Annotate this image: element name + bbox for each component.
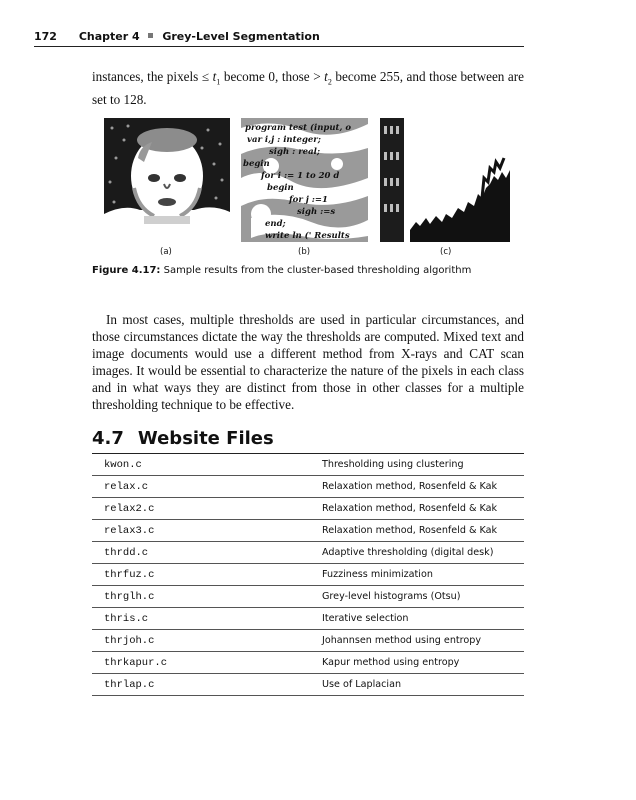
file-name: thris.c (92, 608, 322, 630)
leq-symbol: ≤ (201, 69, 210, 84)
file-description: Grey-level histograms (Otsu) (322, 586, 524, 608)
table-row (92, 564, 524, 586)
intro-text-after: become 255, and those between are set to 128. (92, 69, 525, 107)
t1-subscript: 1 (216, 77, 221, 87)
website-files-table (92, 453, 524, 696)
t2-subscript: 2 (327, 77, 332, 87)
table-row (92, 454, 524, 476)
table-row (92, 674, 524, 696)
file-description: Adaptive thresholding (digital desk) (322, 542, 524, 564)
handwriting-line-4: begin (243, 159, 270, 169)
file-description: Fuzziness minimization (322, 564, 524, 586)
file-description: Iterative selection (322, 608, 524, 630)
intro-text-mid: become 0, those > (220, 69, 325, 84)
subfigure-label-c: (c) (440, 247, 452, 257)
file-name: thrfuz.c (92, 564, 322, 586)
handwriting-line-2: var i,j : integer; (247, 135, 321, 145)
figure-panel-c-image (380, 118, 510, 242)
file-name: relax2.c (92, 498, 322, 520)
figure-panel-b-image (241, 118, 368, 242)
file-name: relax.c (92, 476, 322, 498)
table-row (92, 608, 524, 630)
chapter-label: Chapter 4 (78, 30, 140, 43)
section-title: Website Files (137, 428, 274, 449)
subfigure-label-a: (a) (160, 247, 172, 257)
file-name: thrkapur.c (92, 652, 322, 674)
figure-caption-label: Figure 4.17: (92, 265, 161, 276)
file-name: kwon.c (92, 454, 322, 476)
table-row (92, 586, 524, 608)
figure-caption-text: Sample results from the cluster-based thresholding algorithm (163, 265, 472, 276)
table-row (92, 542, 524, 564)
section-heading (92, 428, 274, 449)
file-description: Relaxation method, Rosenfeld & Kak (322, 476, 524, 498)
t1-symbol: t (212, 69, 217, 84)
figure-caption (92, 265, 471, 276)
file-name: thrglh.c (92, 586, 322, 608)
file-description: Use of Laplacian (322, 674, 524, 696)
handwriting-line-3: sigh : real; (269, 147, 320, 157)
page-number: 172 (34, 30, 57, 43)
intro-text-before: instances, the pixels (92, 69, 202, 84)
handwriting-line-5: for i := 1 to 20 d (261, 171, 340, 181)
file-name: thrdd.c (92, 542, 322, 564)
file-name: thrjoh.c (92, 630, 322, 652)
table-row (92, 652, 524, 674)
file-name: relax3.c (92, 520, 322, 542)
running-header (34, 30, 524, 47)
handwriting-line-1: program test (input, o (245, 123, 352, 133)
subfigure-label-b: (b) (298, 247, 311, 257)
handwriting-line-10: write ln (' Results (265, 231, 350, 241)
section-number: 4.7 (92, 428, 124, 449)
intro-paragraph (92, 68, 524, 108)
figure-panel-a-image (104, 118, 230, 242)
file-description: Thresholding using clustering (322, 454, 524, 476)
t2-symbol: t (324, 69, 328, 84)
handwriting-line-9: end; (265, 219, 286, 229)
table-row (92, 630, 524, 652)
file-description: Johannsen method using entropy (322, 630, 524, 652)
separator-square-icon (148, 33, 153, 38)
file-description: Relaxation method, Rosenfeld & Kak (322, 520, 524, 542)
file-name: thrlap.c (92, 674, 322, 696)
file-description: Relaxation method, Rosenfeld & Kak (322, 498, 524, 520)
file-description: Kapur method using entropy (322, 652, 524, 674)
table-row (92, 476, 524, 498)
handwriting-line-6: begin (267, 183, 294, 193)
table-row (92, 498, 524, 520)
body-paragraph: In most cases, multiple thresholds are used in particular circumstances, and those circumstances dictate the way the thresholds are computed. Mixed text and image documents would use a different method from X-rays and CAT scan images. It would be essential to characterize the nature of the pixels in each class and in what ways they are distinct from those in other classes for a multiple thresholding technique to be effective. (92, 312, 524, 412)
handwriting-line-7: for j :=1 (289, 195, 328, 205)
chapter-title: Grey-Level Segmentation (162, 30, 320, 43)
table-row (92, 520, 524, 542)
handwriting-line-8: sigh :=s (297, 207, 336, 217)
